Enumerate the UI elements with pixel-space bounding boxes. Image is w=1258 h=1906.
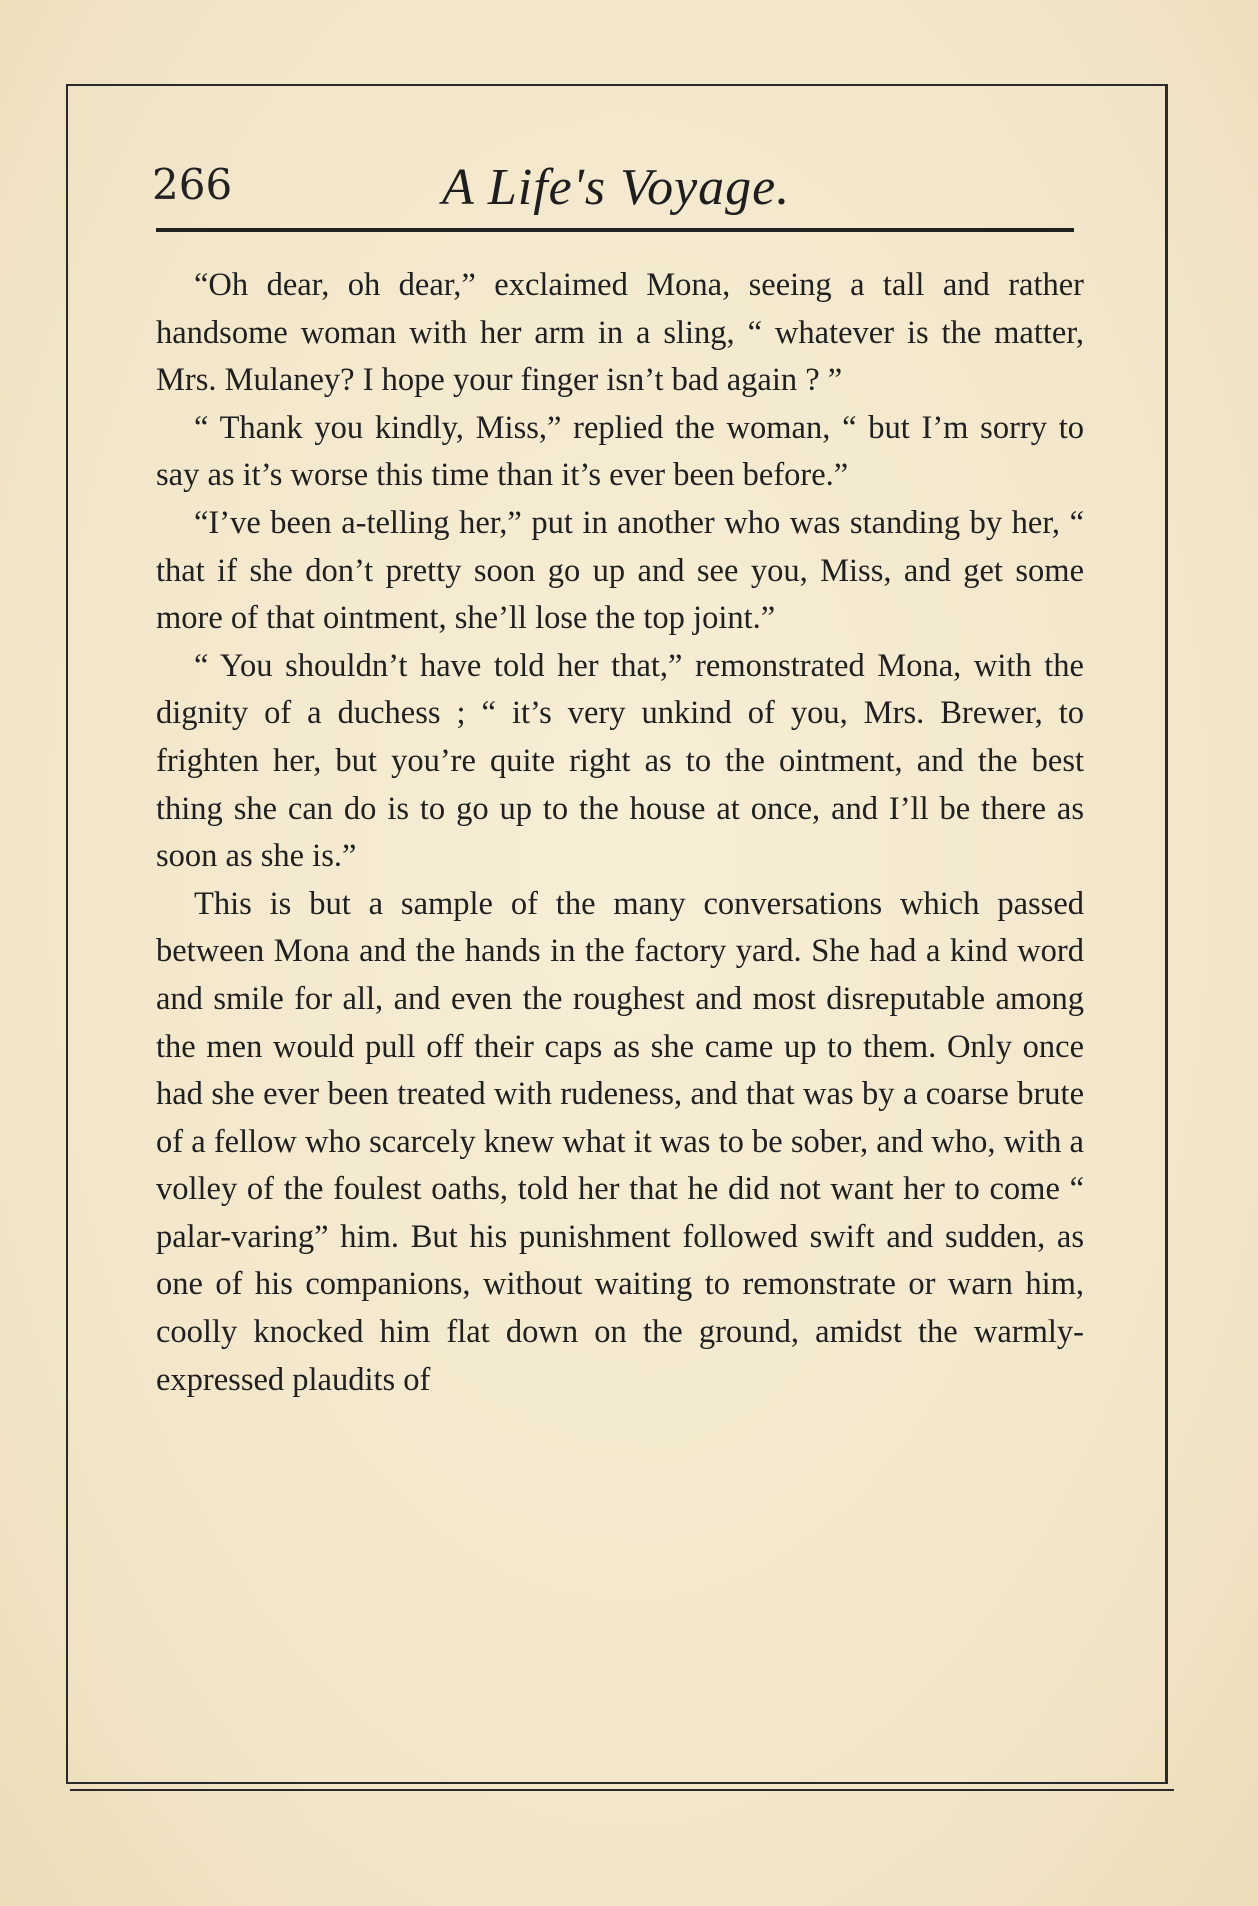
running-title: A Life's Voyage. — [442, 159, 791, 216]
page-number: 266 — [152, 160, 233, 209]
page-border-bottom-rule — [70, 1789, 1174, 1791]
page-header — [152, 160, 1082, 220]
paragraph-3: “I’ve been a-telling her,” put in another who was standing by her, “ that if she don’t pretty soon go up and see you, Miss, and get some more of that ointment, she’ll lose the top joint.” — [156, 504, 1084, 637]
body-text — [156, 262, 1084, 1404]
paragraph-4: “ You shouldn’t have told her that,” remonstrated Mona, with the dignity of a duchess ; “ it’s very unkind of you, Mrs. Brewer, to frighten her, but you’re quite right as to the ointment, and the best thing she can do is to go up to the house at once, and I’ll be there as soon as she is.” — [156, 647, 1084, 875]
header-rule — [156, 228, 1074, 232]
paragraph-5: This is but a sample of the many conversations which passed between Mona and the hands in the factory yard. She had a kind word and smile for all, and even the roughest and most disreputable among the men would pull off their caps as she came up to them. Only once had she ever been treated with rudeness, and that was by a coarse brute of a fellow who scarcely knew what it was to be sober, and who, with a volley of the foulest oaths, told her that he did not want her to come “ palar-varing” him. But his punishment followed swift and sudden, as one of his companions, without waiting to remonstrate or warn him, coolly knocked him flat down on the ground, amidst the warmly-expressed plaudits of — [156, 885, 1084, 1398]
paragraph-1: “Oh dear, oh dear,” exclaimed Mona, seeing a tall and rather handsome woman with her arm in a sling, “ whatever is the matter, Mrs. Mulaney? I hope your finger isn’t bad again ? ” — [156, 267, 1084, 399]
paragraph-2: “ Thank you kindly, Miss,” replied the woman, “ but I’m sorry to say as it’s worse this time than it’s ever been before.” — [156, 409, 1084, 494]
